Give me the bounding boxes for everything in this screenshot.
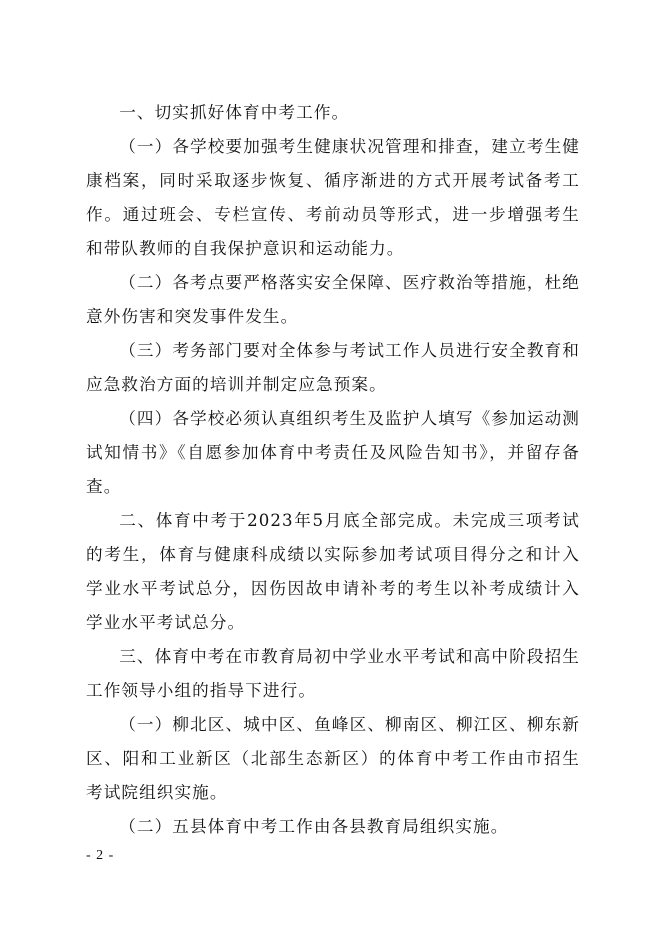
paragraph-1-2: （二）各考点要严格落实安全保障、医疗救治等措施，杜绝意外伤害和突发事件发生。 [86, 273, 580, 326]
paragraph-1-3: （三）考务部门要对全体参与考试工作人员进行安全教育和应急救治方面的培训并制定应急预案。 [86, 341, 580, 394]
page-number: - 2 - [86, 848, 115, 863]
paragraph-1-1: （一）各学校要加强考生健康状况管理和排查，建立考生健康档案，同时采取逐步恢复、循序渐进的方式开展考试备考工作。通过班会、专栏宣传、考前动员等形式，进一步增强考生和带队教师的自我保护意识和运动能力。 [86, 137, 580, 258]
section-heading-2: 二、体育中考于2023年5月底全部完成。未完成三项考试的考生，体育与健康科成绩以实际参加考试项目得分之和计入学业水平考试总分，因伤因故申请补考的考生以补考成绩计入学业水平考试总分。 [86, 511, 580, 632]
document-body [86, 96, 580, 844]
paragraph-3-2: （二）五县体育中考工作由各县教育局组织实施。 [119, 817, 509, 836]
paragraph-1-4: （四）各学校必须认真组织考生及监护人填写《参加运动测试知情书》《自愿参加体育中考责任及风险告知书》，并留存备查。 [86, 409, 580, 496]
section-heading-3: 三、体育中考在市教育局初中学业水平考试和高中阶段招生工作领导小组的指导下进行。 [86, 647, 580, 700]
section-heading-1: 一、切实抓好体育中考工作。 [119, 103, 350, 122]
paragraph-3-1: （一）柳北区、城中区、鱼峰区、柳南区、柳江区、柳东新区、阳和工业新区（北部生态新区）的体育中考工作由市招生考试院组织实施。 [86, 715, 580, 802]
